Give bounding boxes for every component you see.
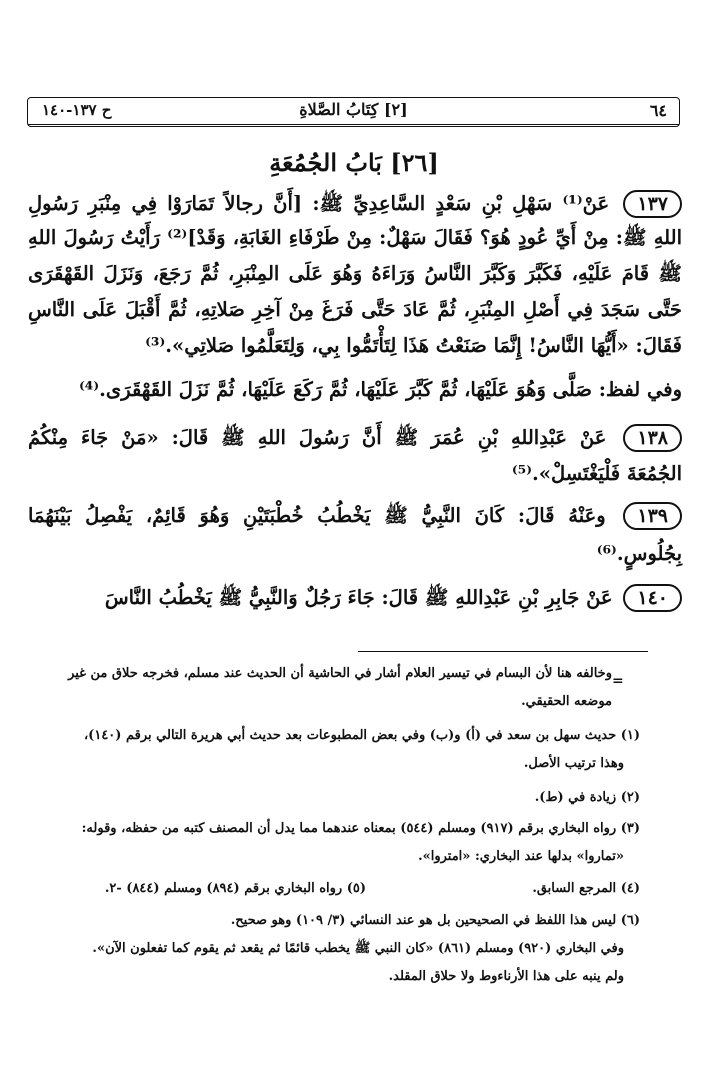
hadith-number: ١٣٧ (623, 190, 682, 218)
footnote-6-cont: ولم ينبه على هذا الأرناءوط ولا حلاق المقلد. (388, 969, 624, 984)
hadith-text: عَنْ جَابِرِ بْنِ عَبْدِاللهِ ﷺ قَالَ: جَاءَ رَجُلٌ وَالنَّبِيُّ ﷺ يَخْطُبُ النَّاسَ (104, 586, 613, 609)
hadith-line: ﷺ قَامَ عَلَيْهِ، فَكَبَّرَ وَكَبَّرَ النَّاسُ وَرَاءَهُ وَهُوَ عَلَى المِنْبَرِ، ثُمَّ رَجَعَ، وَنَزَلَ القَهْقَرَى (28, 262, 682, 285)
running-header (27, 97, 680, 127)
hadith-line: اللهِ ﷺ: مِنْ أَيِّ عُودٍ هُوَ؟ فَقَالَ سَهْلٌ: مِنْ طَرْفَاءِ الغَابَةِ، وَقَدْ]⁽²⁾ رَأَيْتُ رَسُولَ اللهِ (28, 226, 682, 249)
hadith-line: حَتَّى سَجَدَ فِي أَصْلِ المِنْبَرِ، ثُمَّ عَادَ حَتَّى فَرَغَ مِنْ آخِرِ صَلاتِهِ، ثُمَّ أَقْبَلَ عَلَى النَّاسِ (28, 298, 682, 321)
page-number: ٦٤ (649, 101, 667, 120)
hadith-number: ١٣٩ (623, 502, 682, 530)
hadith-line (28, 190, 682, 226)
footnote-3-cont: «تماروا» بدلها عند البخاري: «امتروا». (418, 849, 624, 864)
hadith-range: ح ١٣٧-١٤٠ (42, 101, 112, 119)
footnote-1: (١) حديث سهل بن سعد في (أ) و(ب) وفي بعض المطبوعات بعد حديث أبي هريرة التالي برقم (١٤٠)، (83, 728, 640, 743)
footnote-6: (٦) ليس هذا اللفظ في الصحيحين بل هو عند النسائي (٣/ ١٠٩) وهو صحيح. (230, 913, 640, 928)
chapter-title: [٢٦] بَابُ الجُمُعَةِ (269, 148, 439, 177)
hadith-number: ١٣٨ (623, 424, 682, 452)
footnote-6-cont: وفي البخاري (٩٢٠) ومسلم (٨٦١) «كان النبي ﷺ يخطب قائمًا ثم يقعد ثم يقوم كما تفعلون الآن». (92, 941, 624, 956)
footnote-2: (٢) زيادة في (ط). (534, 790, 640, 805)
footnote-1-cont: وهذا ترتيب الأصل. (523, 756, 624, 771)
hadith-line (28, 584, 682, 620)
hadith-text: عَنْ عَبْدِاللهِ بْنِ عُمَرَ ﷺ أَنَّ رَسُولَ اللهِ ﷺ قَالَ: «مَنْ جَاءَ مِنْكُمُ (28, 426, 607, 449)
footnote-separator (358, 651, 648, 652)
hadith-line (28, 424, 682, 460)
hadith-line: بِجُلُوسٍ.⁽⁶⁾ (596, 542, 682, 565)
footnote-continued: وخالفه هنا لأن البسام في تيسير العلام أشار في الحاشية أن الحديث عند مسلم، فخرجه حلاق من غير (68, 666, 612, 681)
hadith-variant: وفي لفظ: صَلَّى وَهُوَ عَلَيْهَا، ثُمَّ كَبَّرَ عَلَيْهَا، ثُمَّ رَكَعَ عَلَيْهَا، ثُمَّ نَزَلَ القَهْقَرَى.⁽⁴⁾ (78, 378, 682, 401)
continuation-mark: = (612, 673, 624, 689)
header-rule (28, 124, 679, 125)
hadith-text: وعَنْهُ قَالَ: كَانَ النَّبِيُّ ﷺ يَخْطُبُ خُطْبَتَيْنِ وَهُوَ قَائِمٌ، يَفْصِلُ بَيْنَهُمَا (28, 504, 606, 527)
footnote-3: (٣) رواه البخاري برقم (٩١٧) ومسلم (٥٤٤) بمعناه عندهما مما يدل أن المصنف كتبه من حفظه، وقوله: (81, 821, 640, 836)
hadith-text: عَنْ⁽¹⁾ سَهْلِ بْنِ سَعْدٍ السَّاعِدِيِّ ﷺ: [أَنَّ رجالاً تَمَارَوْا فِي مِنْبَرِ رَسُولِ (28, 192, 610, 215)
book-title: [٢] كِتَابُ الصَّلاةِ (299, 100, 408, 119)
footnote-continued: موضعه الحقيقي. (521, 694, 612, 709)
hadith-line (28, 502, 682, 538)
hadith-line: الجُمُعَةَ فَلْيَغْتَسِلْ».⁽⁵⁾ (511, 462, 682, 485)
hadith-line: فَقَالَ: «أَيُّهَا النَّاسُ! إِنَّمَا صَنَعْتُ هَذَا لِتَأْتَمُّوا بِي، وَلِتَعَلَّمُوا صَلاتِي».⁽³⁾ (145, 334, 682, 357)
footnote-4: (٤) المرجع السابق. (532, 881, 640, 896)
footnote-5: (٥) رواه البخاري برقم (٨٩٤) ومسلم (٨٤٤) -٢. (104, 881, 366, 896)
hadith-number: ١٤٠ (623, 584, 682, 612)
